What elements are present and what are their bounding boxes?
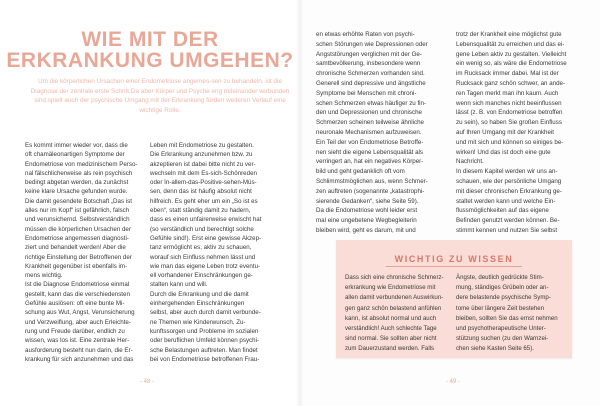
text-line: (so verständlich und berechtigt solche <box>150 225 254 233</box>
text-line: wechseln mit dem Es-sich-Schönreden <box>150 169 257 177</box>
text-line: oft chamäleonartigen Symptome der <box>25 151 125 159</box>
text-line: stützung suchen (zu den Warnzei- <box>456 335 549 343</box>
text-line: oder In-allem-das-Positive-sehen-Müs- <box>150 179 257 187</box>
text-line: Schlimmstmöglichen aus, wenn Schmer- <box>316 177 428 185</box>
text-line: auf Ihren Umgang mit der Krankheit <box>456 128 555 136</box>
text-line: zum Dauerzustand werden. Falls <box>345 345 435 353</box>
text-line: Generell sind depressive und ängstliche <box>316 79 426 87</box>
text-line: chronische Schmerzen vorhanden sind. <box>316 70 425 78</box>
text-line: sen zu behandeln, ist die Diagnose der zentrale erste Schritt. <box>30 78 283 95</box>
text-line: Krankheit gegenüber ist ebenfalls im- <box>25 262 128 270</box>
text-line: mit dieser chronischen Erkrankung ge- <box>456 187 562 195</box>
text-line: Rucksack ganz schön schwer, an ande- <box>456 79 566 87</box>
text-line: akzeptieren ist dabei bitte nicht zu ver- <box>150 160 256 168</box>
text-line: trotz der Krankheit eine möglichst gute <box>456 31 562 38</box>
info-box-column-2 <box>456 273 558 355</box>
text-line: und verunsichernd. Selbstverständlich <box>25 216 130 224</box>
text-line: sen, denn das ist häufig absolut nicht <box>150 188 252 196</box>
text-line: verringert an, hat ein negatives Körper- <box>316 158 424 166</box>
text-line: gen ganz schön belastend anfühlen <box>345 304 442 312</box>
text-line: den weiteren Verlauf eine wichtige Rolle. <box>139 97 286 114</box>
text-line: gene Leben aktiv zu gestalten. Vielleicht <box>456 50 567 58</box>
text-line: richtige Einstellung der Betroffenen der <box>25 253 132 261</box>
title-underline <box>386 266 522 267</box>
text-line: chen siehe Kasten Seite 65). <box>456 345 534 353</box>
text-line: wie man das eigene Leben trotz eventu- <box>150 262 261 270</box>
text-line: Die Erkrankung anzunehmen bzw. zu <box>150 151 253 159</box>
text-line: Da aber Körper und Psyche eng miteinander verbunden sind, <box>34 87 290 105</box>
text-line: Dass sich eine chronische Schmerz- <box>345 274 444 281</box>
text-line: gestellt, kann das die verschiedensten <box>25 290 130 298</box>
text-line: sche Belastungen auftreten. Man findet <box>150 346 258 354</box>
text-line: alles nur im Kopf“ ist gefährlich, falsch <box>25 207 130 215</box>
text-line: schen Störungen wie Depressionen oder <box>316 40 428 48</box>
text-line: bei von Endometriose betroffenen Frau- <box>150 355 260 363</box>
text-line: dass es einen unfairerweise erwischt hat <box>150 216 262 224</box>
page-number: - 48 - <box>140 379 155 385</box>
text-line: worauf sich Einfluss nehmen lässt und <box>150 253 256 261</box>
text-line: Ängste, deutlich gedrückte Stim- <box>456 274 544 281</box>
text-line: keine klare Ursache gefunden wurde. <box>25 188 128 196</box>
text-line: rung und Freude darüber, endlich zu <box>25 327 125 335</box>
text-line: Symptome bei Menschen mit chroni- <box>316 89 417 97</box>
text-line: Um die körperlichen Ursachen einer Endometriose angemes- <box>37 78 212 85</box>
body-column-2 <box>150 141 261 364</box>
text-line: schung aus Wut, Angst, Verunsicherung <box>25 309 135 317</box>
title-line: ERKRANKUNG UMGEHEN? <box>6 49 294 72</box>
text-line: en etwas erhöhte Raten von psychi- <box>316 31 415 38</box>
text-line: mens wichtig. <box>25 272 63 280</box>
text-line: nen sieht die eigene Lebensqualität als <box>316 148 423 156</box>
text-line: ren Tagen merkt man ihn kaum. Auch <box>456 89 559 97</box>
text-line: bild und geht gedanklich oft vom <box>316 168 405 176</box>
text-line: Es kommt immer wieder vor, dass die <box>25 142 128 149</box>
text-line: Durch die Erkrankung und die damit <box>150 290 249 298</box>
body-column-4 <box>456 30 567 236</box>
text-line: Lebensqualität zu erreichen und das ei- <box>456 40 565 48</box>
text-line: ein wenig so, als wäre die Endometriose <box>456 60 567 68</box>
text-line: wissen, was los ist. Eine zentrale Her- <box>25 337 130 345</box>
text-line: sierende Gedanken“, siehe Seite 59). <box>316 197 419 205</box>
text-line: tome über längere Zeit bestehen <box>456 304 545 312</box>
text-line: im Rucksack immer dabei. Mal ist der <box>456 70 559 78</box>
text-line: spielt auch der psychische Umgang mit der Erkrankung für <box>47 97 214 105</box>
text-line: In diesem Kapitel werden wir uns an- <box>456 168 558 176</box>
text-line: Nachricht. <box>456 158 484 166</box>
text-line: nal fälschlicherweise als rein psychisch <box>25 169 133 177</box>
text-line: hilfreich. Es geht eher um ein „So ist es <box>150 197 258 205</box>
text-line: wenn sich manches nicht beeinflussen <box>456 99 562 107</box>
text-line: Gefühle sind!). Erst eine gewisse Akzep- <box>150 234 262 242</box>
text-line: ne Themen wie Kinderwunsch, Zu- <box>150 318 246 326</box>
text-line: schauen, wie der persönliche Umgang <box>456 177 562 185</box>
body-column-3 <box>316 30 428 236</box>
text-line: mal eine ungebetene Wegbegleiterin <box>316 217 417 225</box>
text-line: einhergehenden Einschränkungen <box>150 300 245 308</box>
text-line: sind normal. Sie sollten aber nicht <box>345 335 437 343</box>
text-line: müssen die körperlichen Ursachen der <box>25 225 131 233</box>
text-line: Endometriose von medizinischem Perso- <box>25 160 138 168</box>
text-line: neuronale Mechanismen aufzuweisen. <box>316 128 422 136</box>
text-line: lässt (z. B. von Endometriose betroffen <box>456 109 563 117</box>
text-line: Befinden genutzt werden können. Be- <box>456 217 560 225</box>
text-line: erkrankung wie Endometriose mit <box>345 284 436 292</box>
text-line: bedingt abgetan werden, da zunächst <box>25 179 129 187</box>
text-line: zen auftreten (sogenannte „katastrophi- <box>316 187 425 195</box>
body-column-1 <box>25 141 137 364</box>
text-line: kann, ist absolut normal und auch <box>345 314 437 322</box>
text-line: Ist die Diagnose Endometriose einmal <box>25 281 130 289</box>
page-number: - 49 - <box>446 379 461 385</box>
text-line: ell vorhandener Einschränkungen ge- <box>150 272 253 280</box>
text-line: selbst, aber auch durch damit verbunde- <box>150 309 261 317</box>
text-line: Ein Teil der von Endometriose Betroffe- <box>316 138 424 146</box>
text-line: und psychotherapeutische Unter- <box>456 325 546 333</box>
info-box <box>336 240 572 358</box>
text-line: zu sein), so haben Sie großen Einfluss <box>456 119 562 127</box>
text-line: oder beruflichen Umfeld können psychi- <box>150 337 260 345</box>
text-line: allen damit verbundenen Auswirkun- <box>345 294 444 302</box>
text-line: staltet werden kann und welche Ein- <box>456 197 556 205</box>
book-gutter <box>296 0 304 406</box>
text-line: samtbevölkerung, insbesondere wenn <box>316 60 421 68</box>
text-line: bleiben, sollten Sie das ernst nehmen <box>456 314 558 322</box>
text-line: Da die Endometriose wohl leider erst <box>316 207 418 215</box>
text-line: Endometriose angemessen diagnosti- <box>25 234 129 242</box>
text-line: und mit sich und können so einiges be- <box>456 138 564 146</box>
title-line: WIE MIT DER <box>81 28 219 51</box>
text-line: ziert und behandelt werden! Aber die <box>25 244 126 252</box>
text-line: Gefühle auslösen: oft eine bunte Mi- <box>25 300 125 308</box>
info-box-title: WICHTIG ZU WISSEN <box>394 254 514 264</box>
text-line: Die damit gesendete Botschaft „Das ist <box>25 197 132 205</box>
text-line: tanz ermöglicht es, aktiv zu schauen, <box>150 244 252 252</box>
text-line: Schmerzen scheinen teilweise ähnliche <box>316 119 424 127</box>
text-line: flussmöglichkeiten auf das eigene <box>456 207 549 215</box>
text-line: schen Schmerzen etwas häufiger zu fin- <box>316 99 427 107</box>
text-line: kunftssorgen und Probleme im sozialen <box>150 327 259 335</box>
text-line: bleiben wird, geht es darum, mit und <box>316 226 416 234</box>
text-line: mung, ständiges Grübeln oder an- <box>456 284 549 292</box>
text-line: ausforderung besteht nun darin, die Er- <box>25 346 133 354</box>
chapter-title <box>0 29 300 71</box>
text-line: Angststörungen verglichen mit der Ge- <box>316 50 422 58</box>
text-line: eben“, statt ständig damit zu hadern, <box>150 207 251 215</box>
intro-text <box>30 77 290 115</box>
text-line: verständlich! Auch schlechte Tage <box>345 325 437 333</box>
info-box-column-1 <box>345 273 444 355</box>
text-line: stalten kann und will. <box>150 281 208 289</box>
text-line: den und Depressionen und chronische <box>316 109 422 117</box>
text-line: wirken! Und das ist doch eine gute <box>456 148 551 156</box>
text-line: und Verzweiflung, aber auch Erleichte- <box>25 318 131 326</box>
text-line: krankung für sich anzunehmen und das <box>25 355 134 363</box>
text-line: stimmt kennen und nutzen Sie selbst <box>456 226 558 234</box>
text-line: Leben mit Endometriose zu gestalten. <box>150 142 254 149</box>
text-line: dere belastende psychische Symp- <box>456 294 551 302</box>
